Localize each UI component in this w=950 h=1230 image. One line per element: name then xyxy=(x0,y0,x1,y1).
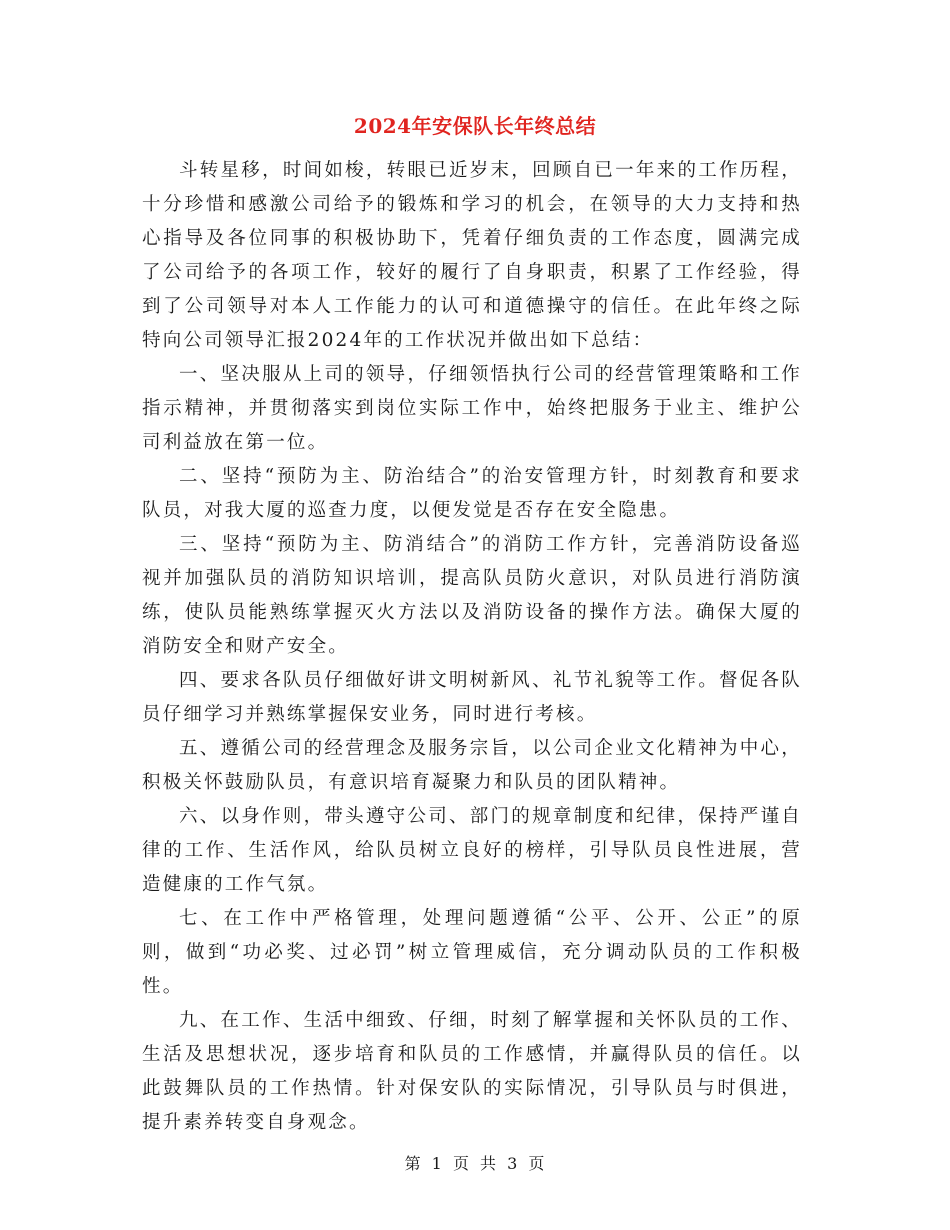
document-body xyxy=(142,154,802,1140)
document-title: 2024年安保队长年终总结 xyxy=(353,114,597,138)
paragraph-item-7: 七、在工作中严格管理，处理问题遵循“公平、公开、公正”的原则，做到“功必奖、过必罚”树立管理威信，充分调动队员的工作积极性。 xyxy=(142,908,802,997)
paragraph-item-1: 一、坚决服从上司的领导，仔细领悟执行公司的经营管理策略和工作指示精神，并贯彻落实到岗位实际工作中，始终把服务于业主、维护公司利益放在第一位。 xyxy=(142,364,802,453)
paragraph-item-4: 四、要求各队员仔细做好讲文明树新风、礼节礼貌等工作。督促各队员仔细学习并熟练掌握保安业务，同时进行考核。 xyxy=(142,670,802,725)
paragraph-intro: 斗转星移，时间如梭，转眼已近岁末，回顾自已一年来的工作历程，十分珍惜和感激公司给予的锻炼和学习的机会，在领导的大力支持和热心指导及各位同事的积极协助下，凭着仔细负责的工作态度，圆满完成了公司给予的各项工作，较好的履行了自身职责，积累了工作经验，得到了公司领导对本人工作能力的认可和道德操守的信任。在此年终之际特向公司领导汇报2024年的工作状况并做出如下总结： xyxy=(142,160,802,351)
paragraph-item-3: 三、坚持“预防为主、防消结合”的消防工作方针，完善消防设备巡视并加强队员的消防知识培训，提高队员防火意识，对队员进行消防演练，使队员能熟练掌握灭火方法以及消防设备的操作方法。确保大厦的消防安全和财产安全。 xyxy=(142,534,802,657)
paragraph-item-5: 五、遵循公司的经营理念及服务宗旨，以公司企业文化精神为中心，积极关怀鼓励队员，有意识培育凝聚力和队员的团队精神。 xyxy=(142,738,802,793)
paragraph-item-6: 六、以身作则，带头遵守公司、部门的规章制度和纪律，保持严谨自律的工作、生活作风，给队员树立良好的榜样，引导队员良性进展，营造健康的工作气氛。 xyxy=(142,806,802,895)
paragraph-item-2: 二、坚持“预防为主、防治结合”的治安管理方针，时刻教育和要求队员，对我大厦的巡查力度，以便发觉是否存在安全隐患。 xyxy=(142,466,802,521)
page-number-footer: 第 1 页 共 3 页 xyxy=(404,1154,546,1173)
paragraph-item-9: 九、在工作、生活中细致、仔细，时刻了解掌握和关怀队员的工作、生活及思想状况，逐步培育和队员的工作感情，并赢得队员的信任。以此鼓舞队员的工作热情。针对保安队的实际情况，引导队员与时俱进，提升素养转变自身观念。 xyxy=(142,1010,802,1133)
